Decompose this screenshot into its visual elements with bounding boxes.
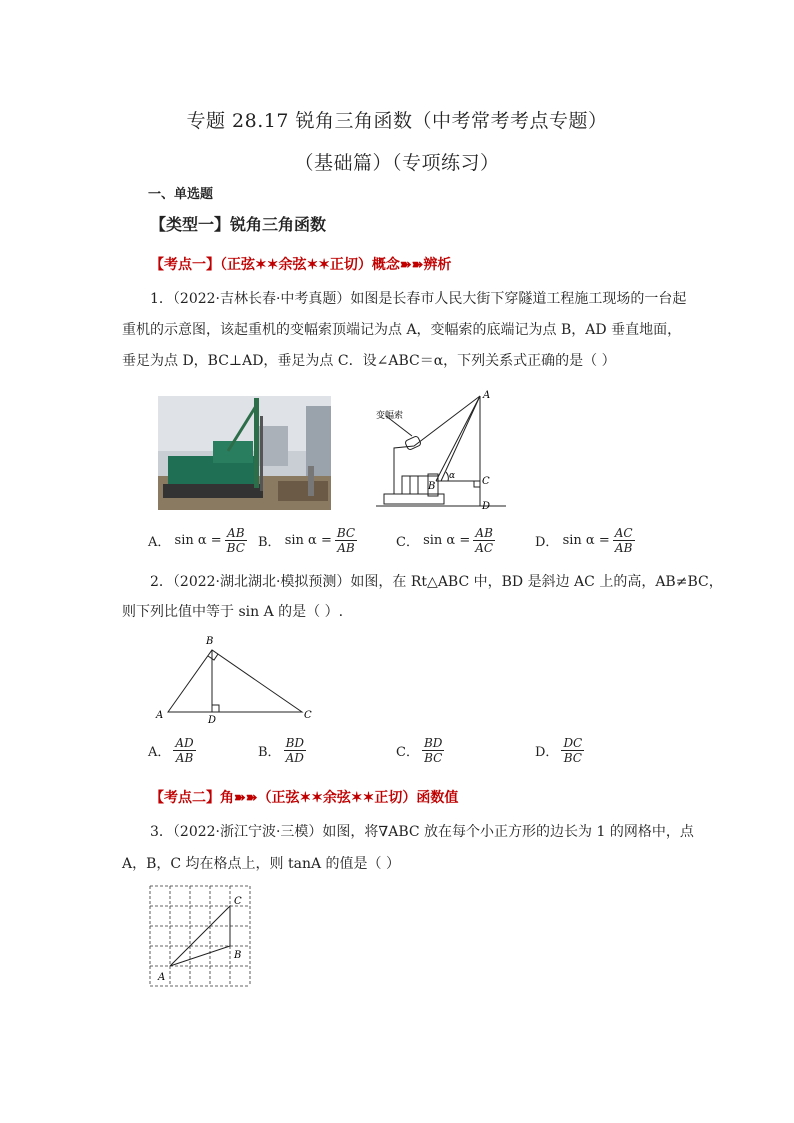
q1-option-a[interactable]: A． sin α = $\frac{AB}{BC}$ bbox=[148, 526, 245, 555]
question-2-line-1: 2．（2022·湖北湖北·模拟预测）如图，在 Rt△ABC 中，BD 是斜边 AC 上的高，AB≠BC， bbox=[150, 574, 723, 590]
page-title: 专题 28.17 锐角三角函数（中考常考考点专题） bbox=[186, 110, 608, 132]
label-C: C bbox=[482, 476, 490, 487]
keypoint-heading-1 bbox=[150, 254, 451, 274]
question-1-line-3: 垂足为点 D，BC⊥AD，垂足为点 C．设∠ABC＝α，下列关系式正确的是（ ） bbox=[122, 353, 616, 369]
label-cable: 变幅索 bbox=[376, 411, 404, 421]
keypoint-text: 角➽➽（正弦✶✶余弦✶✶正切）函数值 bbox=[220, 790, 459, 806]
keypoint-text: （正弦✶✶余弦✶✶正切）概念➽➽辨析 bbox=[220, 257, 452, 273]
svg-text:A: A bbox=[156, 710, 164, 721]
svg-text:A: A bbox=[158, 972, 166, 983]
svg-text:C: C bbox=[304, 710, 312, 721]
type-heading: 【类型一】锐角三角函数 bbox=[150, 215, 327, 234]
question-3-line-1: 3．（2022·浙江宁波·三模）如图，将∇ABC 放在每个小正方形的边长为 1 的网格中，点 bbox=[150, 824, 694, 840]
q1-option-c[interactable]: C． sin α = $\frac{AB}{AC}$ bbox=[396, 526, 494, 555]
q2-option-b[interactable]: B． $\frac{BD}{AD}$ bbox=[258, 736, 305, 765]
grid-diagram bbox=[146, 884, 260, 990]
q1-option-b[interactable]: B． sin α = $\frac{BC}{AB}$ bbox=[258, 526, 356, 555]
crane-schematic bbox=[376, 386, 506, 512]
question-2-line-2: 则下列比值中等于 sin A 的是（ ）. bbox=[122, 604, 344, 620]
label-D: D bbox=[482, 501, 491, 512]
keypoint-heading-2 bbox=[150, 787, 458, 807]
question-1-line-1: 1．（2022·吉林长春·中考真题）如图是长春市人民大街下穿隧道工程施工现场的一台起 bbox=[150, 291, 687, 307]
question-3-line-2: A，B，C 均在格点上，则 tanA 的值是（ ） bbox=[122, 856, 401, 872]
keypoint-bracket: 【考点二】 bbox=[150, 790, 220, 806]
q2-option-c[interactable]: C． $\frac{BD}{BC}$ bbox=[396, 736, 443, 765]
svg-text:B: B bbox=[206, 636, 214, 647]
svg-text:C: C bbox=[234, 896, 242, 907]
svg-text:D: D bbox=[208, 715, 217, 724]
label-B: B bbox=[428, 481, 436, 492]
label-A: A bbox=[483, 390, 491, 401]
page-subtitle: （基础篇）（专项练习） bbox=[294, 152, 500, 174]
svg-text:B: B bbox=[234, 950, 242, 961]
section-heading: 一、单选题 bbox=[148, 187, 214, 202]
triangle-diagram bbox=[150, 632, 320, 724]
question-1-line-2: 重机的示意图，该起重机的变幅索顶端记为点 A，变幅索的底端记为点 B，AD 垂直地面， bbox=[122, 322, 682, 338]
crane-photo bbox=[158, 396, 331, 510]
keypoint-bracket: 【考点一】 bbox=[150, 257, 220, 273]
label-alpha: α bbox=[449, 471, 456, 481]
q1-option-d[interactable]: D． sin α = $\frac{AC}{AB}$ bbox=[535, 526, 633, 555]
q2-option-a[interactable]: A． $\frac{AD}{AB}$ bbox=[148, 736, 194, 765]
q2-option-d[interactable]: D． $\frac{DC}{BC}$ bbox=[535, 736, 583, 765]
